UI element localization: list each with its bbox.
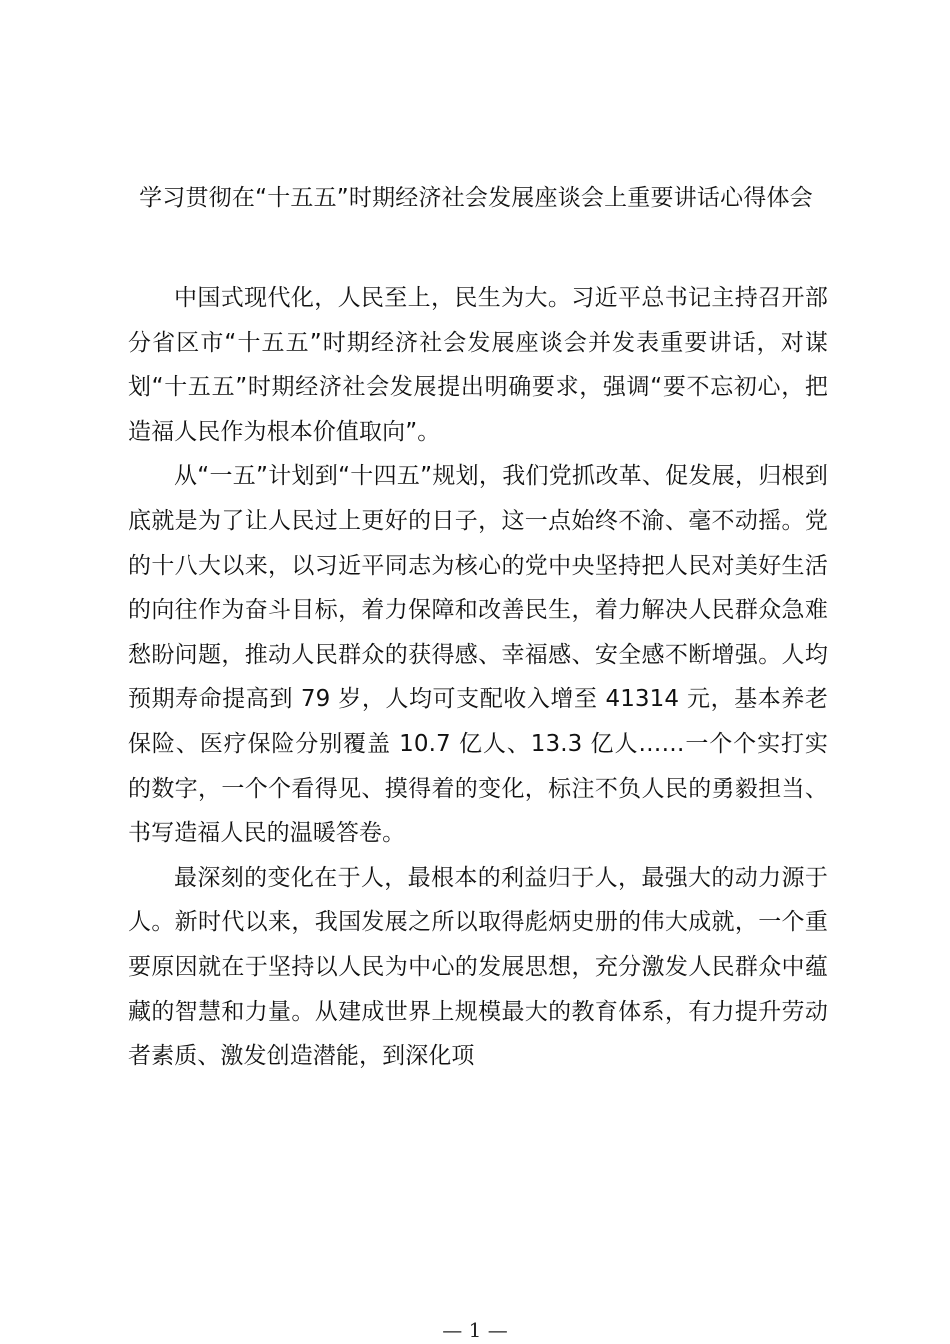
document-body (128, 276, 828, 1079)
page-number: — 1 — (442, 1318, 508, 1342)
document-title: 学习贯彻在“十五五”时期经济社会发展座谈会上重要讲话心得体会 (139, 185, 813, 211)
paragraph-2: 从“一五”计划到“十四五”规划，我们党抓改革、促发展，归根到底就是为了让人民过上更好的日子，这一点始终不渝、毫不动摇。党的十八大以来，以习近平同志为核心的党中央坚持把人民对美好生活的向往作为奋斗目标，着力保障和改善民生，着力解决人民群众急难愁盼问题，推动人民群众的获得感、幸福感、安全感不断增强。人均预期寿命提高到 79 岁，人均可支配收入增至 41314 元，基本养老保险、医疗保险分别覆盖 10.7 亿人、13.3 亿人……一个个实打实的数字，一个个看得见、摸得着的变化，标注不负人民的勇毅担当、书写造福人民的温暖答卷。 (128, 463, 828, 847)
paragraph-1: 中国式现代化，人民至上，民生为大。习近平总书记主持召开部分省区市“十五五”时期经济社会发展座谈会并发表重要讲话，对谋划“十五五”时期经济社会发展提出明确要求，强调“要不忘初心，把造福人民作为根本价值取向”。 (128, 285, 828, 445)
paragraph-3: 最深刻的变化在于人，最根本的利益归于人，最强大的动力源于人。新时代以来，我国发展之所以取得彪炳史册的伟大成就，一个重要原因就在于坚持以人民为中心的发展思想，充分激发人民群众中蕴藏的智慧和力量。从建成世界上规模最大的教育体系，有力提升劳动者素质、激发创造潜能，到深化项 (128, 864, 828, 1070)
